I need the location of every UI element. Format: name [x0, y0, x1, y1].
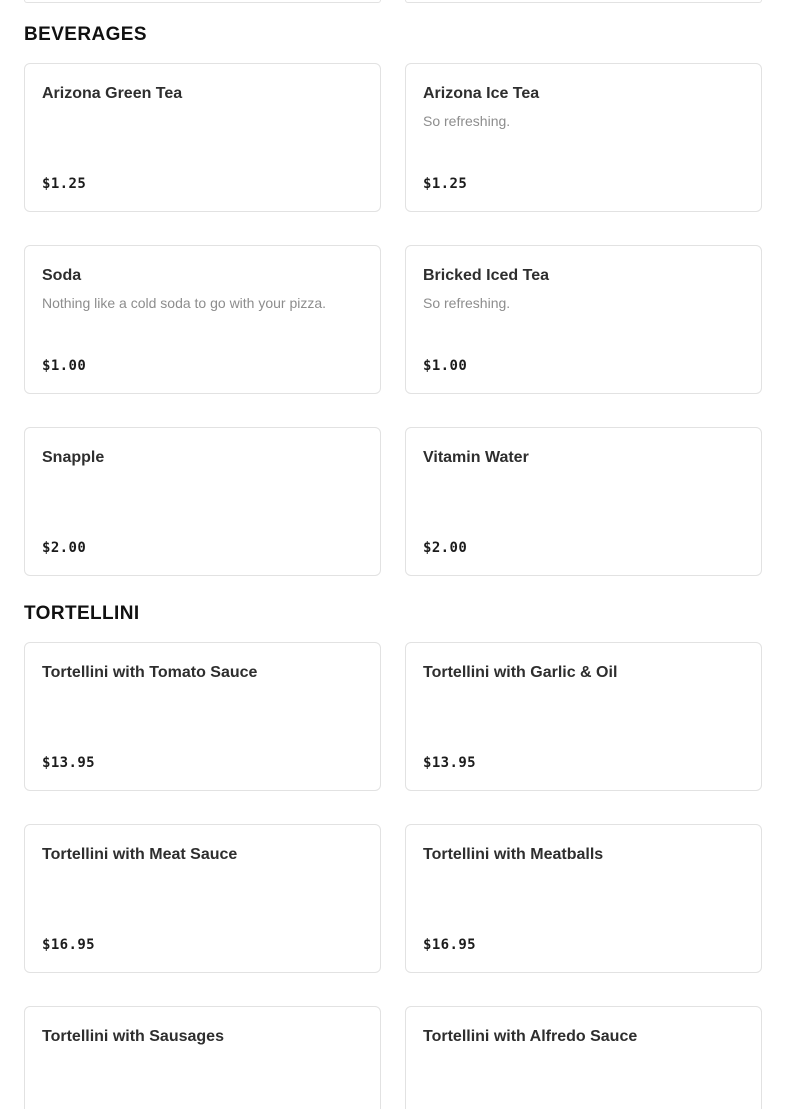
menu-item-name: Arizona Green Tea	[42, 85, 183, 102]
menu-item-card[interactable]	[24, 245, 381, 394]
menu-item-name: Vitamin Water	[423, 449, 529, 466]
menu-item-card-partial[interactable]	[24, 0, 381, 3]
menu-item-name: Tortellini with Alfredo Sauce	[423, 1028, 638, 1045]
menu-item-price: $13.95	[42, 755, 95, 771]
menu-item-name: Soda	[42, 267, 82, 284]
menu-item-description: Nothing like a cold soda to go with your pizza.	[42, 295, 327, 311]
menu-item-name: Bricked Iced Tea	[423, 267, 549, 284]
menu-item-name: Tortellini with Meatballs	[423, 846, 604, 863]
menu-item-description: So refreshing.	[423, 113, 511, 129]
menu-item-card[interactable]	[24, 824, 381, 973]
menu-item-card[interactable]	[405, 1006, 762, 1109]
previous-section-partial-row	[24, 0, 762, 3]
menu-item-name: Snapple	[42, 449, 105, 466]
menu-item-price: $1.25	[423, 176, 468, 192]
menu-sections	[24, 24, 762, 1109]
menu-item-price: $16.95	[423, 937, 476, 953]
menu-item-card[interactable]	[405, 245, 762, 394]
menu-item-price: $1.00	[423, 358, 468, 374]
menu-section	[24, 24, 762, 576]
menu-item-name: Tortellini with Tomato Sauce	[42, 664, 258, 681]
menu-item-card[interactable]	[24, 1006, 381, 1109]
section-card-grid	[24, 63, 762, 576]
menu-item-price: $16.95	[42, 937, 95, 953]
menu-item-card[interactable]	[24, 427, 381, 576]
menu-item-card[interactable]	[24, 642, 381, 791]
menu-item-price: $13.95	[423, 755, 476, 771]
menu-item-price: $1.25	[42, 176, 87, 192]
menu-item-name: Tortellini with Garlic & Oil	[423, 664, 618, 681]
menu-item-name: Arizona Ice Tea	[423, 85, 540, 102]
menu-item-card[interactable]	[405, 427, 762, 576]
menu-item-price: $2.00	[42, 540, 87, 556]
menu-item-card[interactable]	[24, 63, 381, 212]
section-title: BEVERAGES	[24, 24, 147, 45]
menu-item-price: $2.00	[423, 540, 468, 556]
menu-item-price: $1.00	[42, 358, 87, 374]
menu-section	[24, 603, 762, 1109]
menu-item-card[interactable]	[405, 63, 762, 212]
menu-item-description: So refreshing.	[423, 295, 511, 311]
menu-item-card[interactable]	[405, 824, 762, 973]
menu-item-card[interactable]	[405, 642, 762, 791]
menu-item-name: Tortellini with Sausages	[42, 1028, 224, 1045]
section-title: TORTELLINI	[24, 603, 140, 624]
menu-item-card-partial[interactable]	[405, 0, 762, 3]
section-card-grid	[24, 642, 762, 1109]
menu-item-name: Tortellini with Meat Sauce	[42, 846, 238, 863]
